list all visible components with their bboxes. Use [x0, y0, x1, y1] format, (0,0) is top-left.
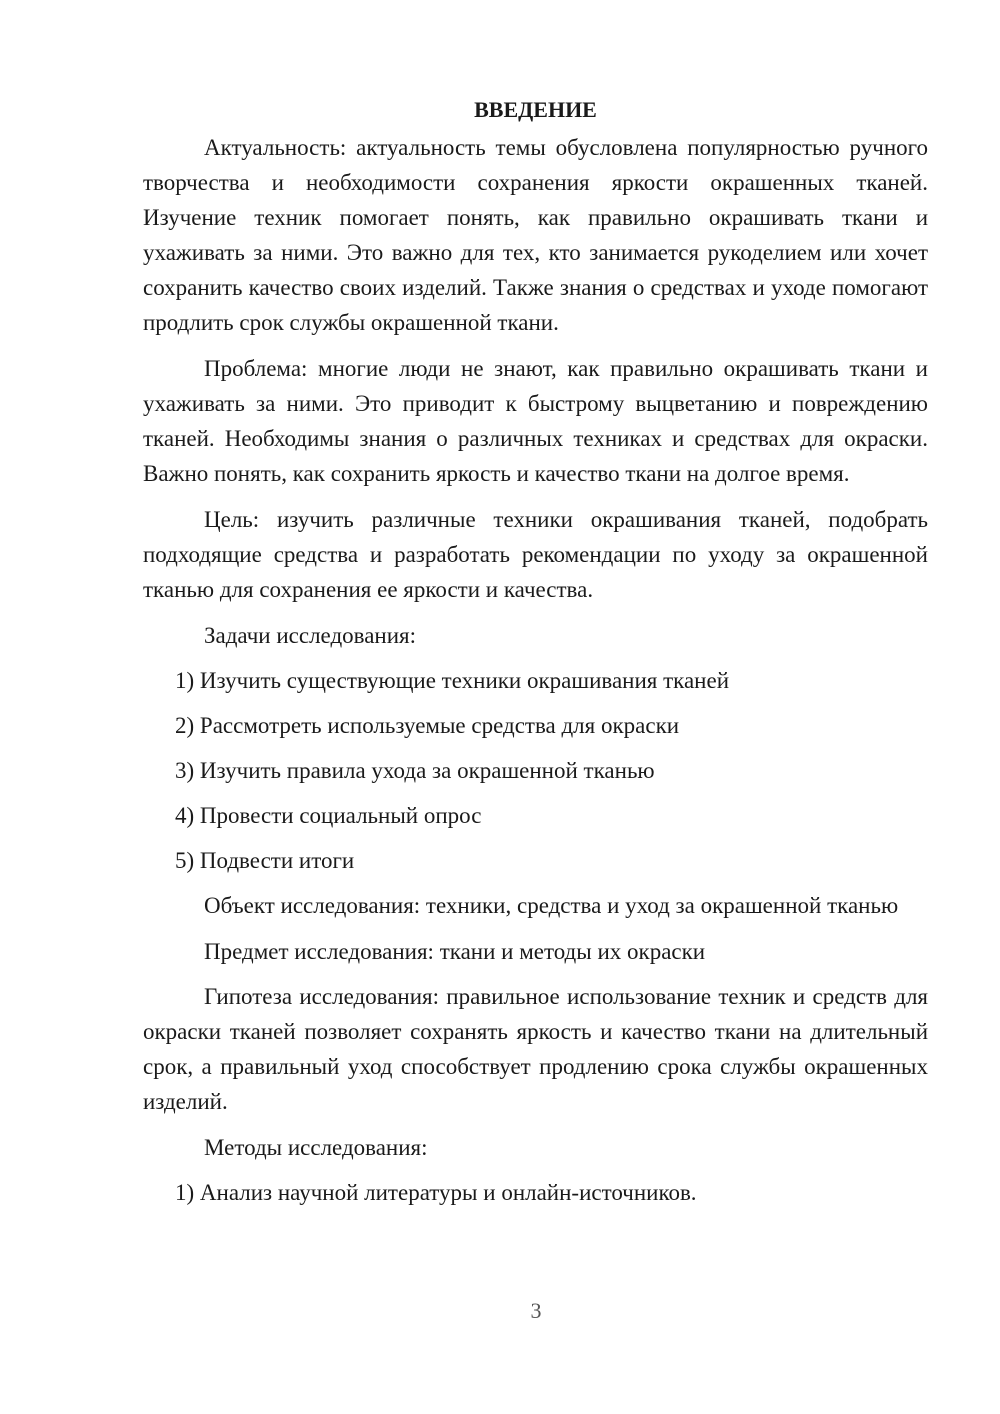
document-page	[143, 92, 928, 1220]
list-item: 1) Анализ научной литературы и онлайн-источников.	[175, 1180, 697, 1205]
object-paragraph: Объект исследования: техники, средства и уход за окрашенной тканью	[204, 893, 899, 918]
subject-paragraph: Предмет исследования: ткани и методы их окраски	[204, 939, 706, 964]
section-title: ВВЕДЕНИЕ	[474, 97, 597, 122]
page-number: 3	[530, 1298, 542, 1323]
relevance-paragraph: Актуальность: актуальность темы обусловлена популярностью ручного творчества и необходимости сохранения яркости окрашенных тканей. Изучение техник помогает понять, как правильно окрашивать ткани и ухаживать за ними. Это важно для тех, кто занимается рукоделием или хочет сохранить качество своих изделий. Также знания о средствах и уходе помогают продлить срок службы окрашенной ткани.	[143, 135, 928, 335]
hypothesis-paragraph: Гипотеза исследования: правильное использование техник и средств для окраски тканей позволяет сохранять яркость и качество ткани на длительный срок, а правильный уход способствует продлению срока службы окрашенных изделий.	[143, 984, 928, 1114]
methods-list	[143, 1175, 928, 1210]
list-item: 4) Провести социальный опрос	[175, 803, 482, 828]
tasks-list	[143, 663, 928, 878]
goal-paragraph: Цель: изучить различные техники окрашивания тканей, подобрать подходящие средства и разработать рекомендации по уходу за окрашенной тканью для сохранения ее яркости и качества.	[143, 507, 928, 602]
list-item: 3) Изучить правила ухода за окрашенной тканью	[175, 758, 655, 783]
methods-heading: Методы исследования:	[204, 1135, 428, 1160]
list-item: 2) Рассмотреть используемые средства для окраски	[175, 713, 680, 738]
list-item: 5) Подвести итоги	[175, 848, 355, 873]
tasks-heading: Задачи исследования:	[204, 623, 417, 648]
list-item: 1) Изучить существующие техники окрашивания тканей	[175, 668, 730, 693]
problem-paragraph: Проблема: многие люди не знают, как правильно окрашивать ткани и ухаживать за ними. Это приводит к быстрому выцветанию и повреждению тканей. Необходимы знания о различных техниках и средствах для окраски. Важно понять, как сохранить яркость и качество ткани на долгое время.	[143, 356, 928, 486]
